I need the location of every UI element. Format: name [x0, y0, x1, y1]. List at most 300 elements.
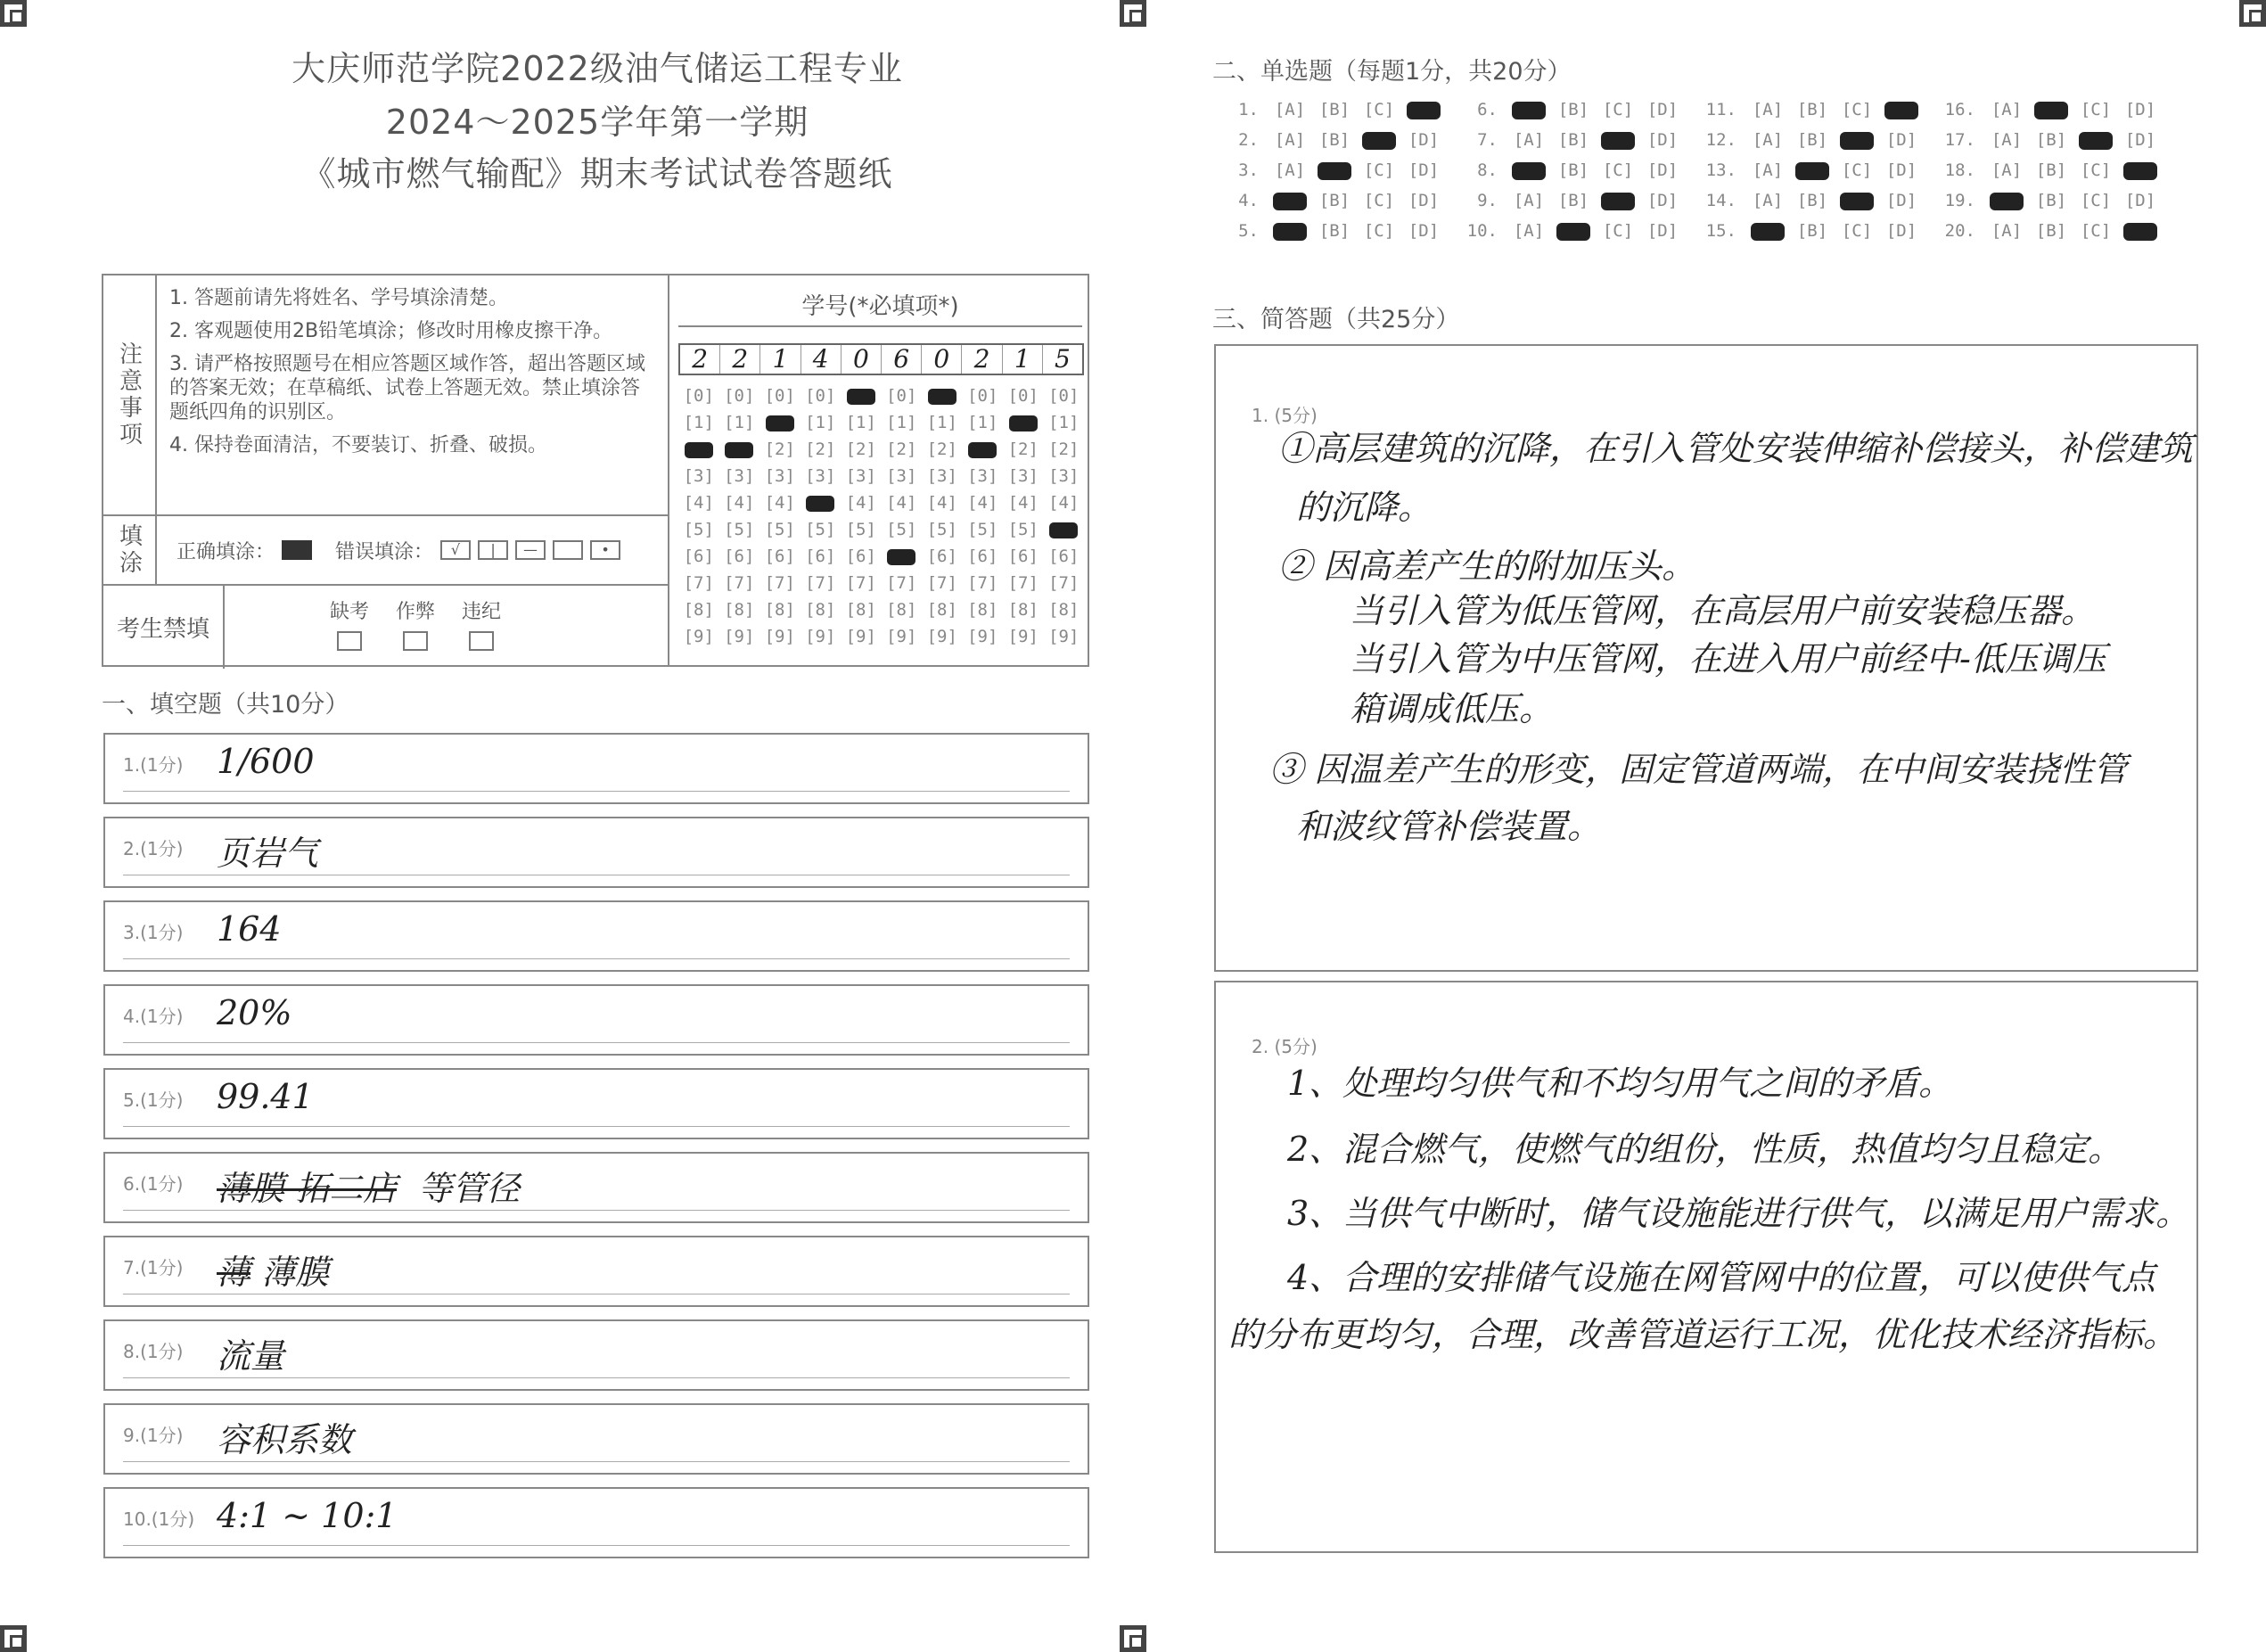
notice-list: [157, 275, 668, 514]
mcq-question-number: 7.: [1477, 130, 1498, 150]
struck-text: 薄: [217, 1253, 251, 1292]
mcq-question-number: 20.: [1944, 221, 1975, 241]
student-id-bubble-row: [678, 382, 1084, 409]
mcq-option[interactable]: [A]: [1991, 160, 2023, 180]
mcq-option[interactable]: [D]: [2124, 191, 2156, 210]
fill-answer-10: [103, 1487, 1089, 1558]
student-id-bubble-filled[interactable]: [841, 382, 882, 409]
student-id-digit: 6: [882, 345, 922, 374]
student-id-bubble-filled[interactable]: [678, 436, 719, 463]
registration-mark-bottom-middle: [1120, 1625, 1146, 1652]
mcq-option[interactable]: [C]: [1841, 160, 1873, 180]
student-id-bubble[interactable]: [6]: [764, 547, 795, 566]
student-id-bubble[interactable]: [9]: [683, 627, 714, 646]
fill-answer-text: 4:1 ~ 10:1: [217, 1496, 398, 1535]
mcq-option[interactable]: [B]: [1796, 221, 1828, 241]
struck-text: 薄膜 拓二店: [217, 1169, 398, 1208]
mcq-option[interactable]: [B]: [2035, 221, 2067, 241]
student-id-bubble[interactable]: [6]: [1007, 547, 1039, 566]
mcq-question-number: 19.: [1944, 191, 1975, 210]
ban-violation-checkbox[interactable]: [469, 631, 494, 651]
mcq-option[interactable]: [A]: [1752, 191, 1784, 210]
mcq-option[interactable]: [C]: [1841, 221, 1873, 241]
wrong-fill-label: 错误填涂：: [335, 540, 434, 563]
student-id-bubble[interactable]: [5]: [764, 520, 795, 539]
student-id-bubble[interactable]: [3]: [1048, 466, 1080, 486]
student-id-bubble[interactable]: [8]: [1007, 600, 1039, 620]
mcq-option[interactable]: [C]: [2080, 160, 2112, 180]
student-id-bubble[interactable]: [7]: [967, 573, 998, 593]
student-id-bubble-row: [678, 463, 1084, 489]
student-id-bubble[interactable]: [7]: [805, 573, 836, 593]
mcq-option[interactable]: [B]: [1796, 191, 1828, 210]
student-id-bubble-filled[interactable]: [963, 436, 1004, 463]
mcq-option-filled[interactable]: [1879, 100, 1924, 119]
student-id-bubble-filled[interactable]: [800, 489, 842, 516]
mcq-option[interactable]: [A]: [1274, 100, 1306, 119]
ban-absent: [314, 596, 385, 651]
mcq-option[interactable]: [B]: [1557, 130, 1589, 150]
student-id-bubble[interactable]: [9]: [1007, 627, 1039, 646]
mcq-option[interactable]: [A]: [1513, 191, 1545, 210]
mcq-option[interactable]: [A]: [1274, 160, 1306, 180]
student-id-bubble[interactable]: [3]: [967, 466, 998, 486]
student-id-bubble[interactable]: [0]: [764, 386, 795, 406]
student-id-bubble[interactable]: [4]: [926, 493, 957, 513]
mcq-option-filled[interactable]: [1401, 100, 1446, 119]
student-id-bubble-row: [678, 436, 1084, 463]
section1-title: 一、填空题（共10分）: [102, 691, 349, 719]
mcq-option[interactable]: [C]: [1363, 160, 1395, 180]
mcq-question: [1938, 221, 2163, 241]
mcq-question: [1699, 221, 1924, 241]
student-id-bubble[interactable]: [8]: [967, 600, 998, 620]
student-id-digits: [678, 343, 1084, 375]
student-id-bubble[interactable]: [8]: [805, 600, 836, 620]
student-id-bubble[interactable]: [2]: [1007, 440, 1039, 459]
short-answer-1-line: 当引入管为低压管网，在高层用户前安装稳压器。: [1350, 591, 2096, 630]
registration-mark-top-middle: [1120, 0, 1146, 27]
short-answer-1-line: ①高层建筑的沉降，在引入管处安装伸缩补偿接头，补偿建筑: [1278, 429, 2194, 468]
student-id-bubble[interactable]: [0]: [724, 386, 755, 406]
student-id-bubble-filled[interactable]: [882, 543, 923, 570]
mcq-option[interactable]: [C]: [1602, 221, 1634, 241]
mcq-question-number: 2.: [1238, 130, 1259, 150]
mcq-option[interactable]: [C]: [2080, 191, 2112, 210]
answer-underline: [123, 1126, 1070, 1127]
student-id-title: 学号(*必填项*): [801, 293, 959, 320]
student-id-bubble[interactable]: [5]: [724, 520, 755, 539]
student-id-bubble-filled[interactable]: [719, 436, 760, 463]
student-id-bubble[interactable]: [8]: [845, 600, 876, 620]
student-id-bubble[interactable]: [5]: [1007, 520, 1039, 539]
mcq-option[interactable]: [C]: [2080, 100, 2112, 119]
mcq-option[interactable]: [D]: [1408, 160, 1440, 180]
student-id-bubble-filled[interactable]: [922, 382, 963, 409]
fill-answer-7: [103, 1236, 1089, 1307]
mcq-option[interactable]: [C]: [2080, 221, 2112, 241]
mcq-option-filled[interactable]: [1596, 130, 1640, 150]
student-id-bubble[interactable]: [1]: [683, 413, 714, 432]
ban-cheating-checkbox[interactable]: [403, 631, 428, 651]
mcq-question: [1938, 160, 2163, 180]
fill-answer-text: 20%: [217, 993, 292, 1032]
student-id-digit: 2: [962, 345, 1002, 374]
wrong-fill-swatch-check: √: [440, 540, 471, 560]
mcq-question: [1460, 191, 1685, 210]
student-id-bubble[interactable]: [3]: [724, 466, 755, 486]
student-id-bubble[interactable]: [8]: [1048, 600, 1080, 620]
short-answer-1-line: 当引入管为中压管网，在进入用户前经中-低压调压: [1350, 639, 2106, 678]
mcq-option[interactable]: [D]: [1885, 221, 1917, 241]
mcq-option[interactable]: [B]: [1796, 100, 1828, 119]
mcq-option-filled[interactable]: [1790, 160, 1835, 180]
student-id-bubble[interactable]: [6]: [926, 547, 957, 566]
final-answer-text: 薄膜: [261, 1253, 330, 1292]
mcq-question: [1938, 191, 2163, 210]
fill-number: 4.(1分): [123, 1006, 184, 1027]
mcq-question-number: 9.: [1477, 191, 1498, 210]
mcq-option-filled[interactable]: [1268, 221, 1312, 241]
ban-cheating: [380, 596, 451, 651]
mcq-option[interactable]: [B]: [1318, 100, 1351, 119]
mcq-option-filled[interactable]: [1835, 130, 1879, 150]
mcq-question: [1699, 191, 1924, 210]
candidate-ban-label: 考生禁填: [103, 586, 225, 669]
student-id-digit: 1: [1003, 345, 1043, 374]
answer-underline: [123, 1210, 1070, 1211]
mcq-option[interactable]: [A]: [1991, 130, 2023, 150]
fill-method-row: [157, 514, 668, 584]
fill-answer-2: [103, 817, 1089, 888]
mcq-option-filled[interactable]: [1551, 221, 1596, 241]
header-line-2: 2024～2025学年第一学期: [385, 103, 809, 142]
student-id-bubble[interactable]: [6]: [845, 547, 876, 566]
mcq-option[interactable]: [B]: [1318, 191, 1351, 210]
ban-absent-checkbox[interactable]: [337, 631, 362, 651]
student-id-bubble[interactable]: [9]: [724, 627, 755, 646]
mcq-option-filled[interactable]: [2073, 130, 2118, 150]
student-id-bubble[interactable]: [6]: [1048, 547, 1080, 566]
student-id-bubble[interactable]: [0]: [1048, 386, 1080, 406]
student-id-bubble[interactable]: [4]: [764, 493, 795, 513]
student-id-bubble[interactable]: [6]: [724, 547, 755, 566]
mcq-question: [1460, 100, 1685, 119]
student-id-bubble[interactable]: [7]: [1007, 573, 1039, 593]
mcq-option[interactable]: [D]: [1646, 130, 1679, 150]
mcq-option[interactable]: [B]: [1318, 130, 1351, 150]
mcq-question-number: 18.: [1944, 160, 1975, 180]
mcq-option[interactable]: [D]: [1408, 130, 1440, 150]
mcq-option[interactable]: [C]: [1363, 100, 1395, 119]
mcq-option-filled[interactable]: [1835, 191, 1879, 210]
mcq-option[interactable]: [B]: [1318, 221, 1351, 241]
mcq-option[interactable]: [D]: [1646, 191, 1679, 210]
student-id-bubble[interactable]: [3]: [845, 466, 876, 486]
student-id-bubble[interactable]: [7]: [683, 573, 714, 593]
fill-number: 2.(1分): [123, 838, 184, 859]
mcq-option[interactable]: [A]: [1513, 130, 1545, 150]
registration-mark-top-right: [2239, 0, 2266, 27]
answer-underline: [123, 1377, 1070, 1378]
fill-number: 9.(1分): [123, 1425, 184, 1446]
mcq-option[interactable]: [D]: [1885, 130, 1917, 150]
student-id-bubble[interactable]: [9]: [805, 627, 836, 646]
mcq-option[interactable]: [D]: [1408, 221, 1440, 241]
student-id-digit: 4: [801, 345, 842, 374]
header-line-1: 大庆师范学院2022级油气储运工程专业: [291, 49, 903, 88]
student-id-bubble[interactable]: [9]: [845, 627, 876, 646]
student-id-bubble[interactable]: [6]: [683, 547, 714, 566]
student-id-bubble[interactable]: [5]: [886, 520, 917, 539]
mcq-question-number: 12.: [1705, 130, 1736, 150]
student-id-bubble[interactable]: [1]: [805, 413, 836, 432]
mcq-option[interactable]: [B]: [2035, 191, 2067, 210]
student-id-bubble[interactable]: [3]: [886, 466, 917, 486]
student-id-bubble-row: [678, 596, 1084, 623]
student-id-bubble[interactable]: [8]: [926, 600, 957, 620]
mcq-question: [1699, 160, 1924, 180]
student-id-bubble[interactable]: [7]: [724, 573, 755, 593]
student-id-bubble-filled[interactable]: [1003, 409, 1044, 436]
fill-answer-text: 容积系数: [217, 1420, 353, 1459]
student-id-bubble[interactable]: [5]: [683, 520, 714, 539]
short-answer-2-line: 2、混合燃气，使燃气的组份，性质，热值均匀且稳定。: [1287, 1130, 2122, 1169]
mcq-option[interactable]: [D]: [2124, 130, 2156, 150]
mcq-option[interactable]: [C]: [1602, 100, 1634, 119]
student-id-bubble[interactable]: [2]: [845, 440, 876, 459]
student-id-bubble[interactable]: [1]: [1048, 413, 1080, 432]
mcq-question: [1221, 191, 1446, 210]
mcq-option[interactable]: [A]: [1991, 100, 2023, 119]
student-id-bubble[interactable]: [4]: [1048, 493, 1080, 513]
student-id-bubble[interactable]: [7]: [926, 573, 957, 593]
mcq-option-filled[interactable]: [1984, 191, 2029, 210]
mcq-question: [1221, 160, 1446, 180]
student-id-bubble[interactable]: [0]: [683, 386, 714, 406]
section2-title: 二、单选题（每题1分，共20分）: [1212, 58, 1572, 86]
ban-cheating-label: 作弊: [395, 601, 435, 623]
info-box: [102, 274, 1089, 667]
mcq-question-number: 13.: [1705, 160, 1736, 180]
fill-answer-text-6: [217, 1161, 520, 1210]
student-id-bubble[interactable]: [2]: [1048, 440, 1080, 459]
mcq-question-number: 5.: [1238, 221, 1259, 241]
student-id-bubble[interactable]: [9]: [967, 627, 998, 646]
mcq-option-filled[interactable]: [1596, 191, 1640, 210]
student-id-bubble[interactable]: [1]: [926, 413, 957, 432]
student-id-bubble[interactable]: [3]: [683, 466, 714, 486]
mcq-option-filled[interactable]: [1745, 221, 1790, 241]
student-id-bubble[interactable]: [1]: [967, 413, 998, 432]
mcq-option[interactable]: [D]: [1646, 160, 1679, 180]
student-id-bubble[interactable]: [7]: [764, 573, 795, 593]
student-id-bubble[interactable]: [5]: [845, 520, 876, 539]
short-answer-2-number: 2. (5分): [1252, 1036, 1318, 1057]
mcq-option[interactable]: [B]: [2035, 130, 2067, 150]
student-id-bubble[interactable]: [4]: [1007, 493, 1039, 513]
student-id-bubble[interactable]: [8]: [764, 600, 795, 620]
student-id-digit: 0: [842, 345, 882, 374]
mcq-option-filled[interactable]: [2118, 160, 2163, 180]
mcq-option[interactable]: [C]: [1602, 160, 1634, 180]
fill-number: 3.(1分): [123, 922, 184, 943]
fill-number: 5.(1分): [123, 1089, 184, 1111]
mcq-option-filled[interactable]: [1357, 130, 1401, 150]
mcq-option-filled[interactable]: [2029, 100, 2073, 119]
mcq-option[interactable]: [C]: [1841, 100, 1873, 119]
short-answer-1-line: ② 因高差产生的附加压头。: [1278, 547, 1696, 586]
student-id-bubble-row: [678, 516, 1084, 543]
mcq-question-number: 6.: [1477, 100, 1498, 119]
fill-number: 6.(1分): [123, 1173, 184, 1195]
mcq-option[interactable]: [A]: [1752, 130, 1784, 150]
student-id-bubble[interactable]: [6]: [805, 547, 836, 566]
mcq-option[interactable]: [D]: [1646, 221, 1679, 241]
fill-number: 8.(1分): [123, 1341, 184, 1362]
registration-mark-bottom-left: [0, 1625, 27, 1652]
student-id-bubble-filled[interactable]: [759, 409, 800, 436]
student-id-bubble[interactable]: [4]: [845, 493, 876, 513]
student-id-bubble-row: [678, 570, 1084, 596]
final-answer-text: 等管径: [418, 1169, 521, 1208]
student-id-digit: 0: [922, 345, 962, 374]
mcq-option[interactable]: [D]: [1885, 191, 1917, 210]
short-answer-1-box: [1214, 344, 2198, 972]
student-id-divider: [678, 325, 1082, 327]
student-id-bubble[interactable]: [8]: [683, 600, 714, 620]
mcq-option[interactable]: [D]: [1885, 160, 1917, 180]
wrong-fill-swatch-empty: [553, 540, 583, 560]
mcq-option-filled[interactable]: [1507, 100, 1551, 119]
student-id-bubble-row: [678, 543, 1084, 570]
mcq-option-filled[interactable]: [1312, 160, 1357, 180]
student-id-bubble[interactable]: [4]: [724, 493, 755, 513]
student-id-bubble-filled[interactable]: [1044, 516, 1085, 543]
student-id-bubble[interactable]: [4]: [886, 493, 917, 513]
mcq-answer-grid: [1221, 100, 2202, 251]
student-id-bubble[interactable]: [2]: [764, 440, 795, 459]
student-id-bubble[interactable]: [2]: [805, 440, 836, 459]
student-id-bubble[interactable]: [0]: [805, 386, 836, 406]
mcq-question: [1221, 100, 1446, 119]
fill-answer-text-7: [217, 1245, 329, 1294]
student-id-bubble[interactable]: [0]: [1007, 386, 1039, 406]
student-id-bubble[interactable]: [1]: [845, 413, 876, 432]
student-id-bubble[interactable]: [1]: [724, 413, 755, 432]
student-id-bubble[interactable]: [3]: [764, 466, 795, 486]
student-id-bubble[interactable]: [4]: [967, 493, 998, 513]
notice-item-3: 3. 请严格按照题号在相应答题区域作答，超出答题区域的答案无效；在草稿纸、试卷上答题无效。禁止填涂答题纸四角的识别区。: [169, 353, 645, 423]
student-id-bubble[interactable]: [9]: [764, 627, 795, 646]
student-id-bubble[interactable]: [0]: [886, 386, 917, 406]
student-id-bubble-row: [678, 409, 1084, 436]
fill-answer-text: 流量: [217, 1336, 285, 1376]
mcq-option[interactable]: [B]: [1557, 160, 1589, 180]
student-id-bubble[interactable]: [5]: [967, 520, 998, 539]
mcq-option[interactable]: [A]: [1752, 160, 1784, 180]
short-answer-1-line: 箱调成低压。: [1350, 689, 1554, 728]
student-id-bubble[interactable]: [6]: [967, 547, 998, 566]
mcq-option[interactable]: [C]: [1363, 191, 1395, 210]
fill-answer-text: 99.41: [217, 1077, 314, 1116]
student-id-bubble[interactable]: [5]: [805, 520, 836, 539]
student-id-bubble[interactable]: [3]: [926, 466, 957, 486]
student-id-bubble[interactable]: [7]: [1048, 573, 1080, 593]
student-id-bubble[interactable]: [5]: [926, 520, 957, 539]
mcq-option-filled[interactable]: [2118, 221, 2163, 241]
fill-method-label: 填涂: [115, 523, 143, 577]
student-id-bubble[interactable]: [8]: [886, 600, 917, 620]
student-id-bubble[interactable]: [8]: [724, 600, 755, 620]
candidate-ban-row: [103, 584, 668, 667]
fill-answer-6: [103, 1152, 1089, 1223]
student-id-bubble[interactable]: [9]: [1048, 627, 1080, 646]
fill-method-label-cell: [103, 514, 157, 584]
ban-absent-label: 缺考: [329, 601, 369, 623]
student-id-bubble[interactable]: [3]: [805, 466, 836, 486]
mcq-question: [1699, 130, 1924, 150]
student-id-bubble[interactable]: [9]: [926, 627, 957, 646]
short-answer-1-line: ③ 因温差产生的形变，固定管道两端，在中间安装挠性管: [1269, 750, 2128, 789]
short-answer-2-line: 的分布更均匀，合理，改善管道运行工况，优化技术经济指标。: [1228, 1315, 2178, 1354]
mcq-option[interactable]: [A]: [1274, 130, 1306, 150]
ban-violation-label: 违纪: [461, 601, 501, 623]
mcq-option[interactable]: [A]: [1991, 221, 2023, 241]
mcq-option-filled[interactable]: [1507, 160, 1551, 180]
mcq-option[interactable]: [D]: [2124, 100, 2156, 119]
mcq-question-number: 17.: [1944, 130, 1975, 150]
correct-fill-label: 正确填涂：: [177, 540, 275, 563]
mcq-question: [1221, 221, 1446, 241]
answer-underline: [123, 1545, 1070, 1546]
answer-underline: [123, 958, 1070, 959]
student-id-bubble[interactable]: [7]: [886, 573, 917, 593]
wrong-fill-swatch-dash: —: [515, 540, 546, 560]
student-id-bubble[interactable]: [9]: [886, 627, 917, 646]
wrong-fill-swatch-dot: •: [590, 540, 620, 560]
mcq-option[interactable]: [A]: [1752, 100, 1784, 119]
mcq-question-number: 16.: [1944, 100, 1975, 119]
fill-answer-3: [103, 900, 1089, 972]
short-answer-2-box: [1214, 981, 2198, 1553]
mcq-option-filled[interactable]: [1268, 191, 1312, 210]
student-id-bubble[interactable]: [0]: [967, 386, 998, 406]
mcq-option[interactable]: [C]: [1363, 221, 1395, 241]
student-id-bubble[interactable]: [2]: [886, 440, 917, 459]
mcq-question-number: 14.: [1705, 191, 1736, 210]
student-id-bubble[interactable]: [2]: [926, 440, 957, 459]
notice-item-2: 2. 客观题使用2B铅笔填涂；修改时用橡皮擦干净。: [169, 320, 613, 342]
mcq-question-number: 8.: [1477, 160, 1498, 180]
mcq-option[interactable]: [B]: [1557, 100, 1589, 119]
mcq-option[interactable]: [D]: [1646, 100, 1679, 119]
mcq-option[interactable]: [A]: [1513, 221, 1545, 241]
student-id-bubble[interactable]: [1]: [886, 413, 917, 432]
student-id-bubble[interactable]: [4]: [683, 493, 714, 513]
ban-violation: [446, 596, 517, 651]
mcq-option[interactable]: [D]: [1408, 191, 1440, 210]
registration-mark-top-left: [0, 0, 27, 27]
mcq-question-number: 15.: [1705, 221, 1736, 241]
mcq-option[interactable]: [B]: [1796, 130, 1828, 150]
mcq-option[interactable]: [B]: [2035, 160, 2067, 180]
answer-underline: [123, 1461, 1070, 1462]
student-id-bubble[interactable]: [7]: [845, 573, 876, 593]
mcq-option[interactable]: [B]: [1557, 191, 1589, 210]
student-id-bubble[interactable]: [3]: [1007, 466, 1039, 486]
mcq-question: [1699, 100, 1924, 119]
